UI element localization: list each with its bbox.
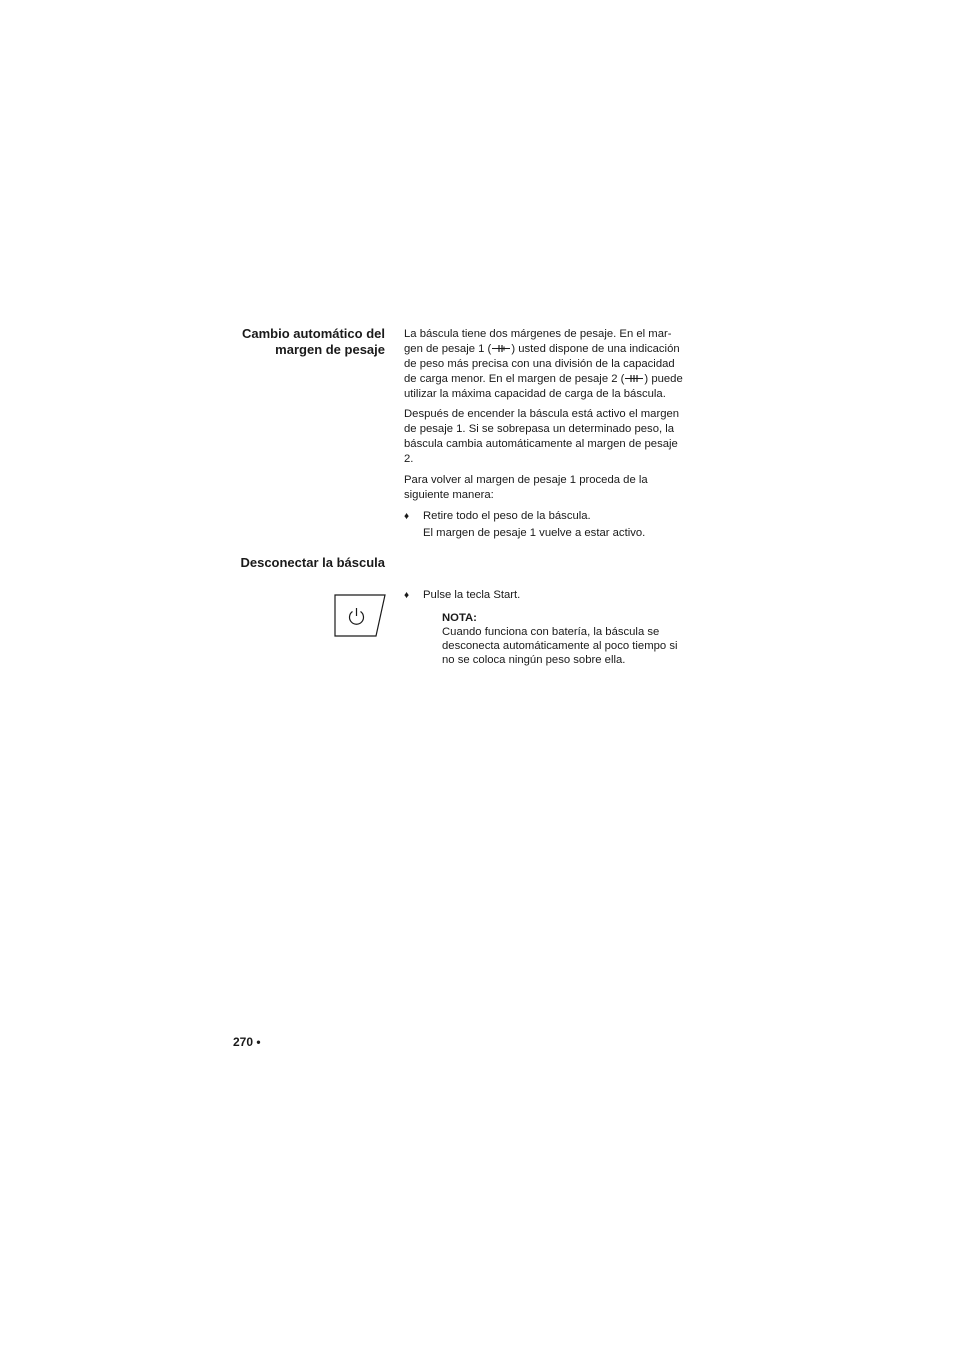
paragraph-return bbox=[404, 473, 696, 503]
text-line: Cuando funciona con batería, la báscula se bbox=[442, 626, 660, 638]
paragraph-intro bbox=[404, 327, 696, 402]
text-line: ) puede bbox=[644, 373, 683, 385]
text-line: báscula cambia automáticamente al margen de pesaje bbox=[404, 438, 678, 450]
weighing-range-1-icon bbox=[491, 344, 511, 353]
text-line: de pesaje 1. Si se sobrepasa un determinado peso, la bbox=[404, 423, 675, 435]
bullet-icon: ♦ bbox=[404, 511, 410, 522]
text-line: utilizar la máxima capacidad de carga de la báscula. bbox=[404, 388, 666, 400]
note-box bbox=[442, 611, 702, 667]
section-body-auto-range bbox=[404, 327, 696, 541]
text-line: de peso más precisa con una división de la capacidad bbox=[404, 358, 675, 370]
text-line: El margen de pesaje 1 vuelve a estar activo. bbox=[423, 527, 646, 539]
text-line: Pulse la tecla Start. bbox=[423, 589, 521, 601]
text-line: no se coloca ningún peso sobre ella. bbox=[442, 654, 626, 666]
text-line: ) usted dispone de una indicación bbox=[511, 343, 680, 355]
section-heading-auto-range bbox=[185, 326, 385, 358]
text-line: gen de pesaje 1 ( bbox=[404, 343, 492, 355]
heading-line: Desconectar la báscula bbox=[240, 555, 385, 570]
list-item bbox=[404, 509, 696, 541]
weighing-range-2-icon bbox=[624, 374, 644, 383]
bullet-icon: ♦ bbox=[404, 590, 410, 601]
heading-line: margen de pesaje bbox=[275, 342, 385, 357]
section-heading-switch-off bbox=[185, 555, 385, 571]
text-line: Retire todo el peso de la báscula. bbox=[423, 510, 591, 522]
section-body-switch-off bbox=[404, 588, 696, 603]
text-line: desconecta automáticamente al poco tiempo si bbox=[442, 640, 678, 652]
list-item bbox=[404, 588, 696, 603]
paragraph-activation bbox=[404, 407, 696, 467]
text-line: de carga menor. En el margen de pesaje 2 ( bbox=[404, 373, 625, 385]
text-line: La báscula tiene dos márgenes de pesaje. En el mar- bbox=[404, 328, 672, 340]
page-number: 270 • bbox=[233, 1035, 261, 1049]
text-line: siguiente manera: bbox=[404, 489, 494, 501]
power-key-icon bbox=[334, 594, 386, 637]
note-title: NOTA: bbox=[442, 612, 477, 624]
text-line: Para volver al margen de pesaje 1 proceda de la bbox=[404, 474, 648, 486]
text-line: Después de encender la báscula está activo el margen bbox=[404, 408, 680, 420]
heading-line: Cambio automático del bbox=[241, 326, 385, 341]
text-line: 2. bbox=[404, 453, 414, 465]
